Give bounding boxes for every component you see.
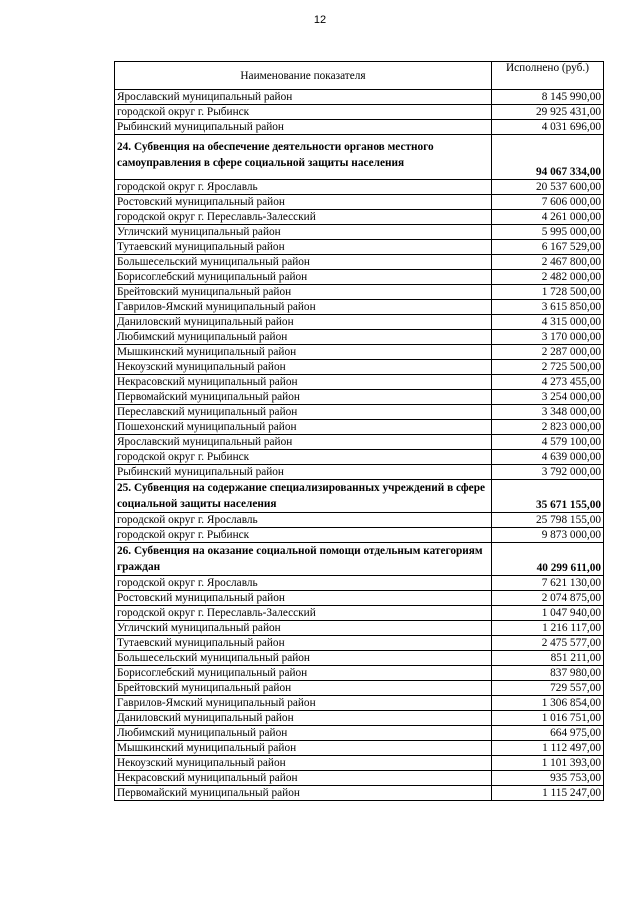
row-value: 20 537 600,00 xyxy=(492,180,604,195)
row-name: Брейтовский муниципальный район xyxy=(115,681,492,696)
row-value: 837 980,00 xyxy=(492,666,604,681)
row-value: 2 467 800,00 xyxy=(492,255,604,270)
row-value: 2 475 577,00 xyxy=(492,636,604,651)
row-value: 3 170 000,00 xyxy=(492,330,604,345)
table-row xyxy=(115,771,604,786)
row-name: Некрасовский муниципальный район xyxy=(115,771,492,786)
table-row xyxy=(115,666,604,681)
row-value: 25 798 155,00 xyxy=(492,513,604,528)
table-body xyxy=(115,90,604,801)
section-row-26 xyxy=(115,543,604,576)
row-value: 7 621 130,00 xyxy=(492,576,604,591)
row-name: городской округ г. Рыбинск xyxy=(115,450,492,465)
row-name: Ярославский муниципальный район xyxy=(115,435,492,450)
table-row xyxy=(115,255,604,270)
row-name: Даниловский муниципальный район xyxy=(115,315,492,330)
row-name: городской округ г. Рыбинск xyxy=(115,528,492,543)
row-name: Гаврилов-Ямский муниципальный район xyxy=(115,300,492,315)
row-value: 8 145 990,00 xyxy=(492,90,604,105)
row-name: городской округ г. Переславль-Залесский xyxy=(115,606,492,621)
table-row xyxy=(115,621,604,636)
row-name: Переславский муниципальный район xyxy=(115,405,492,420)
table-row xyxy=(115,465,604,480)
row-name: Ростовский муниципальный район xyxy=(115,195,492,210)
table-row xyxy=(115,315,604,330)
table-row xyxy=(115,330,604,345)
row-name: Любимский муниципальный район xyxy=(115,330,492,345)
row-name: Некрасовский муниципальный район xyxy=(115,375,492,390)
row-name: Гаврилов-Ямский муниципальный район xyxy=(115,696,492,711)
table-row xyxy=(115,696,604,711)
row-value: 4 031 696,00 xyxy=(492,120,604,135)
row-name: Первомайский муниципальный район xyxy=(115,786,492,801)
row-name: Пошехонский муниципальный район xyxy=(115,420,492,435)
row-value: 5 995 000,00 xyxy=(492,225,604,240)
table-row xyxy=(115,180,604,195)
row-value: 7 606 000,00 xyxy=(492,195,604,210)
row-name: Угличский муниципальный район xyxy=(115,225,492,240)
table-row xyxy=(115,450,604,465)
table-row xyxy=(115,420,604,435)
table-row xyxy=(115,756,604,771)
row-value: 1 112 497,00 xyxy=(492,741,604,756)
row-value: 2 482 000,00 xyxy=(492,270,604,285)
row-name: Мышкинский муниципальный район xyxy=(115,345,492,360)
row-value: 729 557,00 xyxy=(492,681,604,696)
section-title: 25. Субвенция на содержание специализированных учреждений в сфере социальной защиты населения xyxy=(115,480,492,513)
table-row xyxy=(115,300,604,315)
row-value: 4 261 000,00 xyxy=(492,210,604,225)
table-row xyxy=(115,651,604,666)
table-row xyxy=(115,636,604,651)
section-row-25 xyxy=(115,480,604,513)
row-value: 1 101 393,00 xyxy=(492,756,604,771)
table-row xyxy=(115,210,604,225)
row-name: Ярославский муниципальный район xyxy=(115,90,492,105)
row-name: городской округ г. Ярославль xyxy=(115,513,492,528)
row-value: 4 315 000,00 xyxy=(492,315,604,330)
section-total: 40 299 611,00 xyxy=(492,543,604,576)
row-value: 3 254 000,00 xyxy=(492,390,604,405)
table-row xyxy=(115,576,604,591)
table-row xyxy=(115,90,604,105)
row-name: Любимский муниципальный район xyxy=(115,726,492,741)
row-value: 851 211,00 xyxy=(492,651,604,666)
row-name: Первомайский муниципальный район xyxy=(115,390,492,405)
section-row-24 xyxy=(115,135,604,180)
table-row xyxy=(115,786,604,801)
row-name: Даниловский муниципальный район xyxy=(115,711,492,726)
row-value: 2 074 875,00 xyxy=(492,591,604,606)
row-value: 1 047 940,00 xyxy=(492,606,604,621)
row-name: Большесельский муниципальный район xyxy=(115,255,492,270)
row-value: 1 306 854,00 xyxy=(492,696,604,711)
table-row xyxy=(115,240,604,255)
budget-table xyxy=(114,61,604,801)
table-header-row xyxy=(115,62,604,90)
table-row xyxy=(115,225,604,240)
row-name: Тутаевский муниципальный район xyxy=(115,240,492,255)
table-row xyxy=(115,270,604,285)
row-value: 2 823 000,00 xyxy=(492,420,604,435)
table-row xyxy=(115,681,604,696)
row-name: Борисоглебский муниципальный район xyxy=(115,270,492,285)
row-value: 3 615 850,00 xyxy=(492,300,604,315)
row-value: 3 348 000,00 xyxy=(492,405,604,420)
row-name: городской округ г. Ярославль xyxy=(115,180,492,195)
column-header-name: Наименование показателя xyxy=(115,62,492,90)
row-value: 3 792 000,00 xyxy=(492,465,604,480)
section-total: 35 671 155,00 xyxy=(492,480,604,513)
table-row xyxy=(115,726,604,741)
table-row xyxy=(115,345,604,360)
table-row xyxy=(115,195,604,210)
row-name: Угличский муниципальный район xyxy=(115,621,492,636)
row-value: 4 639 000,00 xyxy=(492,450,604,465)
table-row xyxy=(115,435,604,450)
row-value: 29 925 431,00 xyxy=(492,105,604,120)
row-value: 4 579 100,00 xyxy=(492,435,604,450)
row-value: 9 873 000,00 xyxy=(492,528,604,543)
row-name: Большесельский муниципальный район xyxy=(115,651,492,666)
table-row xyxy=(115,285,604,300)
row-value: 1 016 751,00 xyxy=(492,711,604,726)
table-row xyxy=(115,120,604,135)
row-name: городской округ г. Переславль-Залесский xyxy=(115,210,492,225)
row-value: 6 167 529,00 xyxy=(492,240,604,255)
table-row xyxy=(115,390,604,405)
row-value: 1 216 117,00 xyxy=(492,621,604,636)
row-value: 1 728 500,00 xyxy=(492,285,604,300)
table-row xyxy=(115,375,604,390)
row-name: Мышкинский муниципальный район xyxy=(115,741,492,756)
table-row xyxy=(115,528,604,543)
row-name: городской округ г. Ярославль xyxy=(115,576,492,591)
table-row xyxy=(115,741,604,756)
section-title: 26. Субвенция на оказание социальной помощи отдельным категориям граждан xyxy=(115,543,492,576)
row-name: Рыбинский муниципальный район xyxy=(115,120,492,135)
table-row xyxy=(115,711,604,726)
table-row xyxy=(115,105,604,120)
row-value: 2 725 500,00 xyxy=(492,360,604,375)
row-name: Ростовский муниципальный район xyxy=(115,591,492,606)
row-name: Некоузский муниципальный район xyxy=(115,756,492,771)
table-row xyxy=(115,606,604,621)
row-name: Брейтовский муниципальный район xyxy=(115,285,492,300)
table-row xyxy=(115,405,604,420)
column-header-value: Исполнено (руб.) xyxy=(492,62,604,90)
row-name: Тутаевский муниципальный район xyxy=(115,636,492,651)
table-row xyxy=(115,360,604,375)
row-value: 1 115 247,00 xyxy=(492,786,604,801)
page-number: 12 xyxy=(313,14,327,26)
row-name: городской округ г. Рыбинск xyxy=(115,105,492,120)
table-row xyxy=(115,591,604,606)
row-value: 664 975,00 xyxy=(492,726,604,741)
table-row xyxy=(115,513,604,528)
row-name: Борисоглебский муниципальный район xyxy=(115,666,492,681)
section-total: 94 067 334,00 xyxy=(492,135,604,180)
row-name: Рыбинский муниципальный район xyxy=(115,465,492,480)
row-value: 2 287 000,00 xyxy=(492,345,604,360)
row-name: Некоузский муниципальный район xyxy=(115,360,492,375)
row-value: 4 273 455,00 xyxy=(492,375,604,390)
section-title: 24. Субвенция на обеспечение деятельности органов местного самоуправления в сфере социальной защиты населения xyxy=(115,135,492,180)
row-value: 935 753,00 xyxy=(492,771,604,786)
